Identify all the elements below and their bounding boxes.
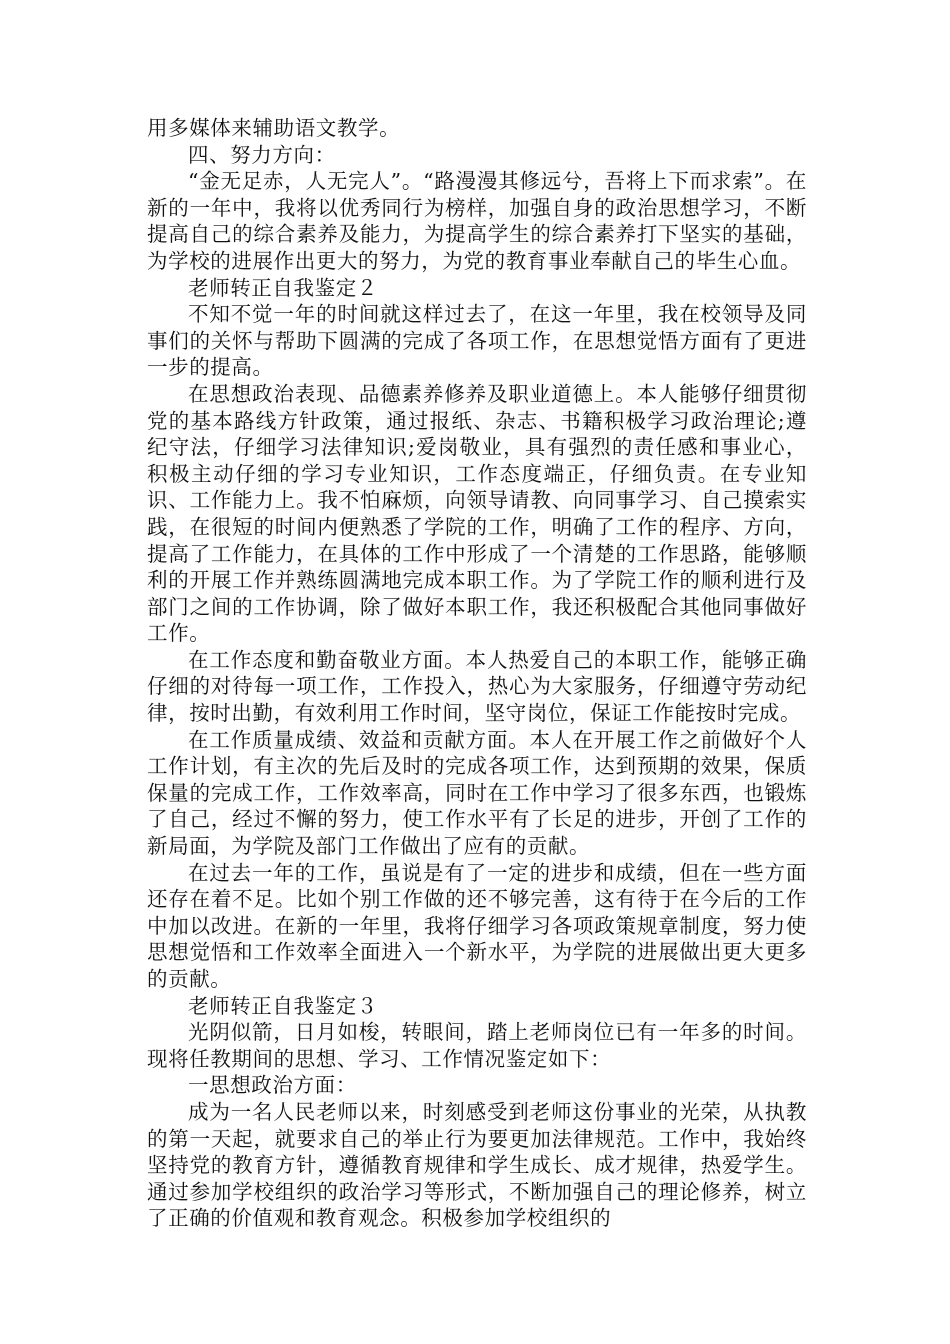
document-page xyxy=(147,115,807,1232)
section-title-3: 老师转正自我鉴定３ xyxy=(188,993,378,1018)
section-heading-effort-direction: 四、努力方向： xyxy=(188,142,336,167)
section-title-2: 老师转正自我鉴定２ xyxy=(188,275,378,300)
paragraph-continuation: 用多媒体来辅助语文教学。 xyxy=(147,116,401,140)
subsection-heading-politics: 一思想政治方面： xyxy=(188,1073,357,1098)
paragraph: 成为一名人民老师以来，时刻感受到老师这份事业的光荣，从执教的第一天起，就要求自己的举止行为要更加法律规范。工作中，我始终坚持党的教育方针，遵循教育规律和学生成长、成才规律，热爱学生。通过参加学校组织的政治学习等形式，不断加强自己的理论修养，树立了正确的价值观和教育观念。积极参加学校组织的 xyxy=(147,1099,807,1231)
paragraph: “金无足赤，人无完人”。“路漫漫其修远兮，吾将上下而求索”。在新的一年中，我将以优秀同行为榜样，加强自身的政治思想学习，不断提高自己的综合素养及能力，为提高学生的综合素养打下坚实的基础，为学校的进展作出更大的努力，为党的教育事业奉献自己的毕生心血。 xyxy=(147,169,807,273)
paragraph: 在工作态度和勤奋敬业方面。本人热爱自己的本职工作，能够正确仔细的对待每一项工作，工作投入，热心为大家服务，仔细遵守劳动纪律，按时出勤，有效利用工作时间，坚守岗位，保证工作能按时完成。 xyxy=(147,647,807,726)
paragraph: 在思想政治表现、品德素养修养及职业道德上。本人能够仔细贯彻党的基本路线方针政策，通过报纸、杂志、书籍积极学习政治理论;遵纪守法，仔细学习法律知识;爱岗敬业，具有强烈的责任感和事业心，积极主动仔细的学习专业知识，工作态度端正，仔细负责。在专业知识、工作能力上。我不怕麻烦，向领导请教、向同事学习、自己摸索实践，在很短的时间内便熟悉了学院的工作，明确了工作的程序、方向，提高了工作能力，在具体的工作中形成了一个清楚的工作思路，能够顺利的开展工作并熟练圆满地完成本职工作。为了学院工作的顺利进行及部门之间的工作协调，除了做好本职工作，我还积极配合其他同事做好工作。 xyxy=(147,381,807,646)
paragraph: 光阴似箭，日月如梭，转眼间，踏上老师岗位已有一年多的时间。现将任教期间的思想、学习、工作情况鉴定如下： xyxy=(147,1020,807,1071)
paragraph: 在过去一年的工作，虽说是有了一定的进步和成绩，但在一些方面还存在着不足。比如个别工作做的还不够完善，这有待于在今后的工作中加以改进。在新的一年里，我将仔细学习各项政策规章制度，努力使思想觉悟和工作效率全面进入一个新水平，为学院的进展做出更大更多的贡献。 xyxy=(147,860,807,991)
paragraph: 在工作质量成绩、效益和贡献方面。本人在开展工作之前做好个人工作计划，有主次的先后及时的完成各项工作，达到预期的效果，保质保量的完成工作，工作效率高，同时在工作中学习了很多东西，也锻炼了自己，经过不懈的努力，使工作水平有了长足的进步，开创了工作的新局面，为学院及部门工作做出了应有的贡献。 xyxy=(147,727,807,859)
paragraph: 不知不觉一年的时间就这样过去了，在这一年里，我在校领导及同事们的关怀与帮助下圆满的完成了各项工作，在思想觉悟方面有了更进一步的提高。 xyxy=(147,302,807,380)
